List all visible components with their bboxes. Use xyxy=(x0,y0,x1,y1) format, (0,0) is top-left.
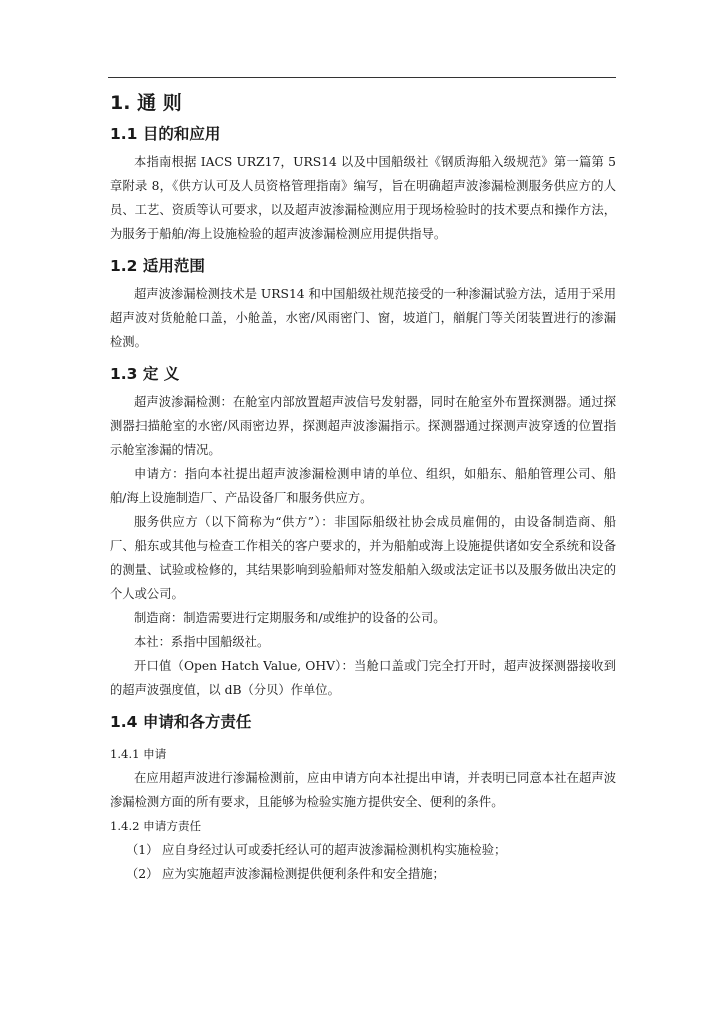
subsection-1-4-2-heading: 1.4.2 申请方责任 xyxy=(110,819,202,833)
list-item xyxy=(110,862,616,886)
page-content xyxy=(110,88,616,886)
chapter-title-text: 通 则 xyxy=(137,92,182,114)
header-rule xyxy=(108,77,616,78)
section-1-4-heading: 1.4 申请和各方责任 xyxy=(110,713,252,731)
section-1-2-paragraph: 超声波渗漏检测技术是 URS14 和中国船级社规范接受的一种渗漏试验方法，适用于采用超声波对货舱舱口盖，小舱盖，水密/风雨密门、窗，坡道门，艏艉门等关闭装置进行的渗漏检测。 xyxy=(110,287,616,349)
subsection-1-4-1-heading: 1.4.1 申请 xyxy=(110,747,167,761)
chapter-number: 1. xyxy=(110,92,131,114)
definition-open-hatch-value: 开口值（Open Hatch Value, OHV）：当舱口盖或门完全打开时，超声波探测器接收到的超声波强度值，以 dB（分贝）作单位。 xyxy=(110,659,616,697)
section-1-1-heading: 1.1 目的和应用 xyxy=(110,125,221,143)
chapter-title xyxy=(110,88,616,118)
section-1-1-paragraph: 本指南根据 IACS URZ17，URS14 以及中国船级社《钢质海船入级规范》第一篇第 5 章附录 8，《供方认可及人员资格管理指南》编写，旨在明确超声波渗漏检测服务供应方的人员、工艺、资质等认可要求，以及超声波渗漏检测应用于现场检验时的技术要点和操作方法，为服务于船舶/海上设施检验的超声波渗漏检测应用提供指导。 xyxy=(110,155,616,241)
definition-service-supplier: 服务供应方（以下简称为“供方”）：非国际船级社协会成员雇佣的，由设备制造商、船厂、船东或其他与检查工作相关的客户要求的，并为船舶或海上设施提供诸如安全系统和设备的测量、试验或检修的，其结果影响到验船师对签发船舶入级或法定证书以及服务做出决定的个人或公司。 xyxy=(110,515,616,601)
list-item-text: 应为实施超声波渗漏检测提供便利条件和安全措施； xyxy=(162,867,445,881)
list-item-text: 应自身经过认可或委托经认可的超声波渗漏检测机构实施检验； xyxy=(162,843,507,857)
section-1-3-heading: 1.3 定 义 xyxy=(110,365,180,383)
list-item-number: （1） xyxy=(126,843,159,857)
section-1-2-heading: 1.2 适用范围 xyxy=(110,257,205,275)
definition-applicant: 申请方：指向本社提出超声波渗漏检测申请的单位、组织，如船东、船舶管理公司、船舶/海上设施制造厂、产品设备厂和服务供应方。 xyxy=(110,467,616,505)
list-item xyxy=(110,838,616,862)
list-item-number: （2） xyxy=(126,867,159,881)
definition-manufacturer: 制造商：制造需要进行定期服务和/或维护的设备的公司。 xyxy=(134,611,446,625)
subsection-1-4-1-paragraph: 在应用超声波进行渗漏检测前，应由申请方向本社提出申请，并表明已同意本社在超声波渗漏检测方面的所有要求，且能够为检验实施方提供安全、便利的条件。 xyxy=(110,771,616,809)
definition-society: 本社：系指中国船级社。 xyxy=(134,635,270,649)
definition-ultrasonic-leak-test: 超声波渗漏检测：在舱室内部放置超声波信号发射器，同时在舱室外布置探测器。通过探测器扫描舱室的水密/风雨密边界，探测超声波渗漏指示。探测器通过探测声波穿透的位置指示舱室渗漏的情况。 xyxy=(110,395,616,457)
